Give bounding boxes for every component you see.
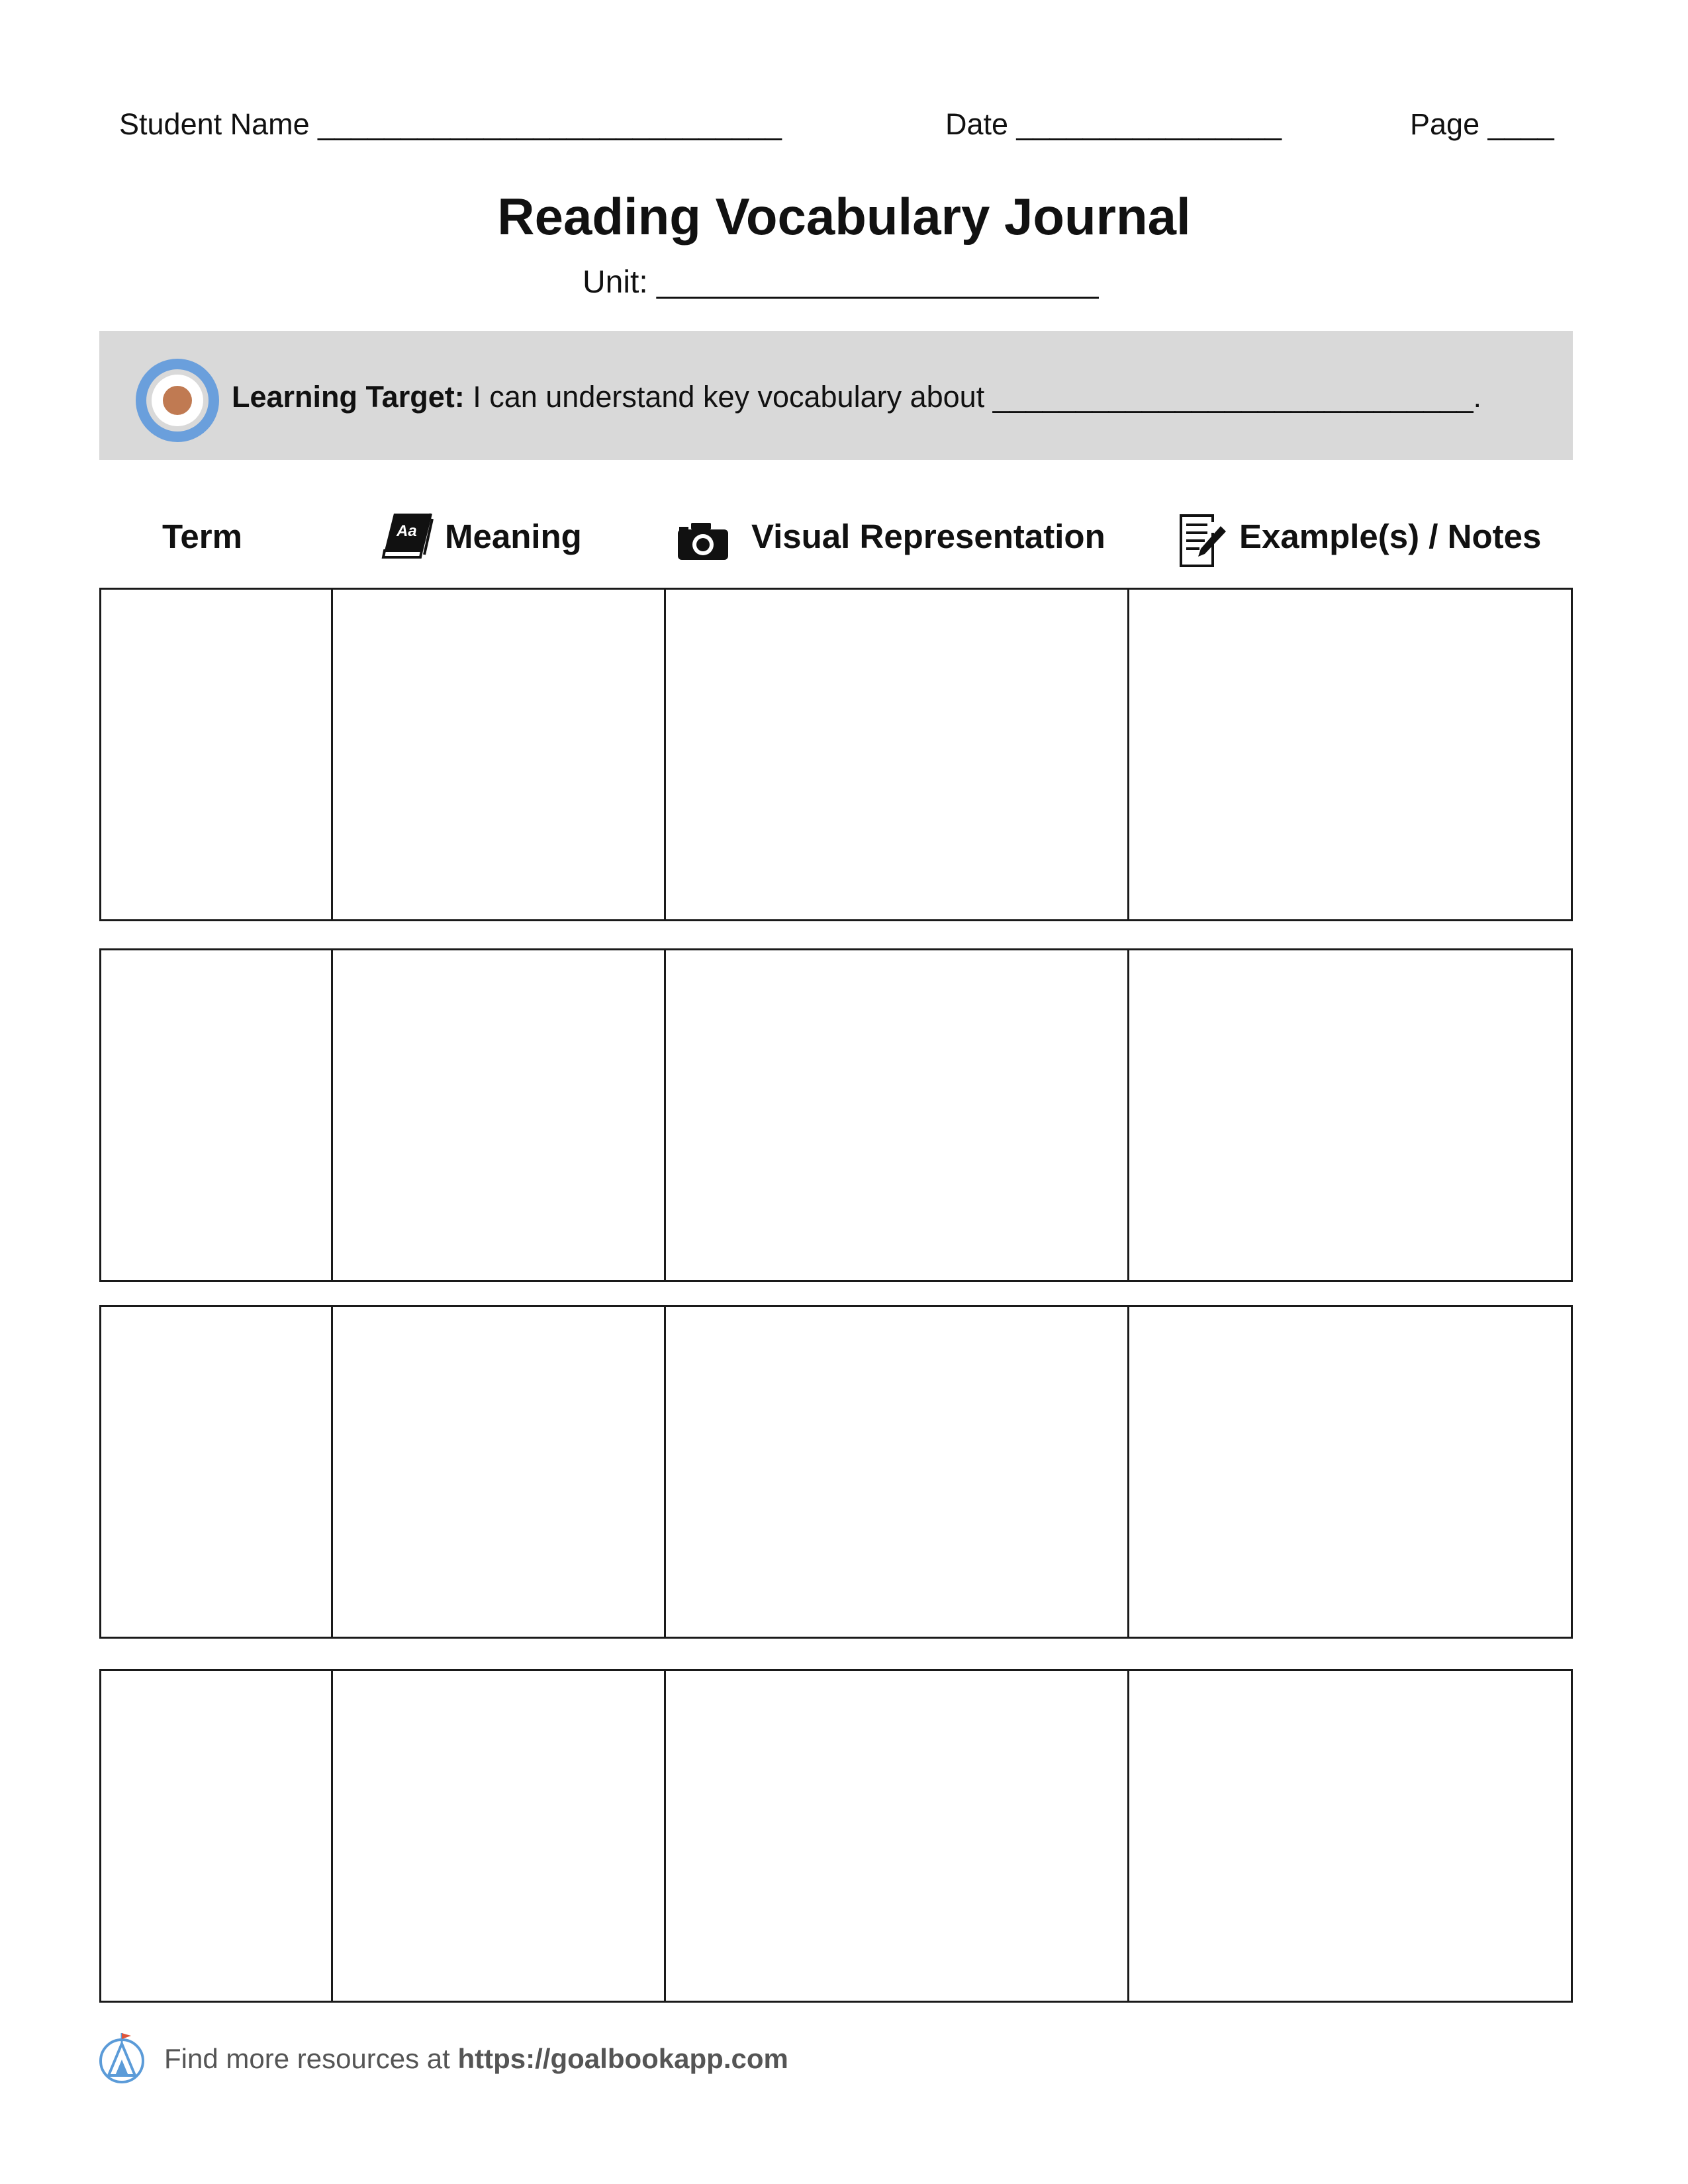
learning-target-label: Learning Target:: [232, 380, 465, 414]
dictionary-icon: [381, 510, 434, 563]
date-field[interactable]: Date ________________: [945, 107, 1282, 141]
footer-prefix: Find more resources at: [164, 2043, 458, 2074]
meaning-cell[interactable]: [331, 1671, 666, 2001]
unit-field[interactable]: Unit: _________________________: [583, 265, 1099, 300]
column-header-meaning: Meaning: [445, 518, 582, 555]
column-header-term: Term: [162, 518, 242, 555]
term-cell[interactable]: [99, 950, 331, 1280]
student-name-field[interactable]: Student Name ____________________________: [119, 107, 782, 141]
meaning-cell[interactable]: [331, 950, 666, 1280]
term-cell[interactable]: [99, 1307, 331, 1637]
examples-cell[interactable]: [1127, 590, 1573, 919]
visual-cell[interactable]: [664, 1307, 1129, 1637]
footer-text: [164, 2045, 788, 2073]
learning-target-text: [232, 382, 1481, 412]
visual-cell[interactable]: [664, 1671, 1129, 2001]
visual-cell[interactable]: [664, 950, 1129, 1280]
meaning-cell[interactable]: [331, 590, 666, 919]
learning-target-banner: [99, 331, 1573, 460]
page-title: Reading Vocabulary Journal: [497, 187, 1191, 246]
vocab-row: [99, 948, 1573, 1282]
page-number-field[interactable]: Page ____: [1410, 107, 1554, 141]
camera-icon: [677, 522, 729, 561]
term-cell[interactable]: [99, 590, 331, 919]
column-header-visual: Visual Representation: [751, 518, 1105, 555]
target-icon: [136, 359, 219, 442]
meaning-cell[interactable]: [331, 1307, 666, 1637]
notepad-pencil-icon: [1178, 513, 1231, 570]
vocab-row: [99, 588, 1573, 921]
svg-text:Aa: Aa: [397, 522, 417, 540]
examples-cell[interactable]: [1127, 1307, 1573, 1637]
footer-link[interactable]: https://goalbookapp.com: [457, 2043, 788, 2074]
column-header-examples: Example(s) / Notes: [1239, 518, 1542, 555]
examples-cell[interactable]: [1127, 1671, 1573, 2001]
vocab-row: [99, 1305, 1573, 1639]
goalbook-logo-icon: [98, 2030, 146, 2085]
term-cell[interactable]: [99, 1671, 331, 2001]
vocab-row: [99, 1669, 1573, 2003]
examples-cell[interactable]: [1127, 950, 1573, 1280]
learning-target-statement: I can understand key vocabulary about _____________________________.: [464, 380, 1481, 414]
visual-cell[interactable]: [664, 590, 1129, 919]
